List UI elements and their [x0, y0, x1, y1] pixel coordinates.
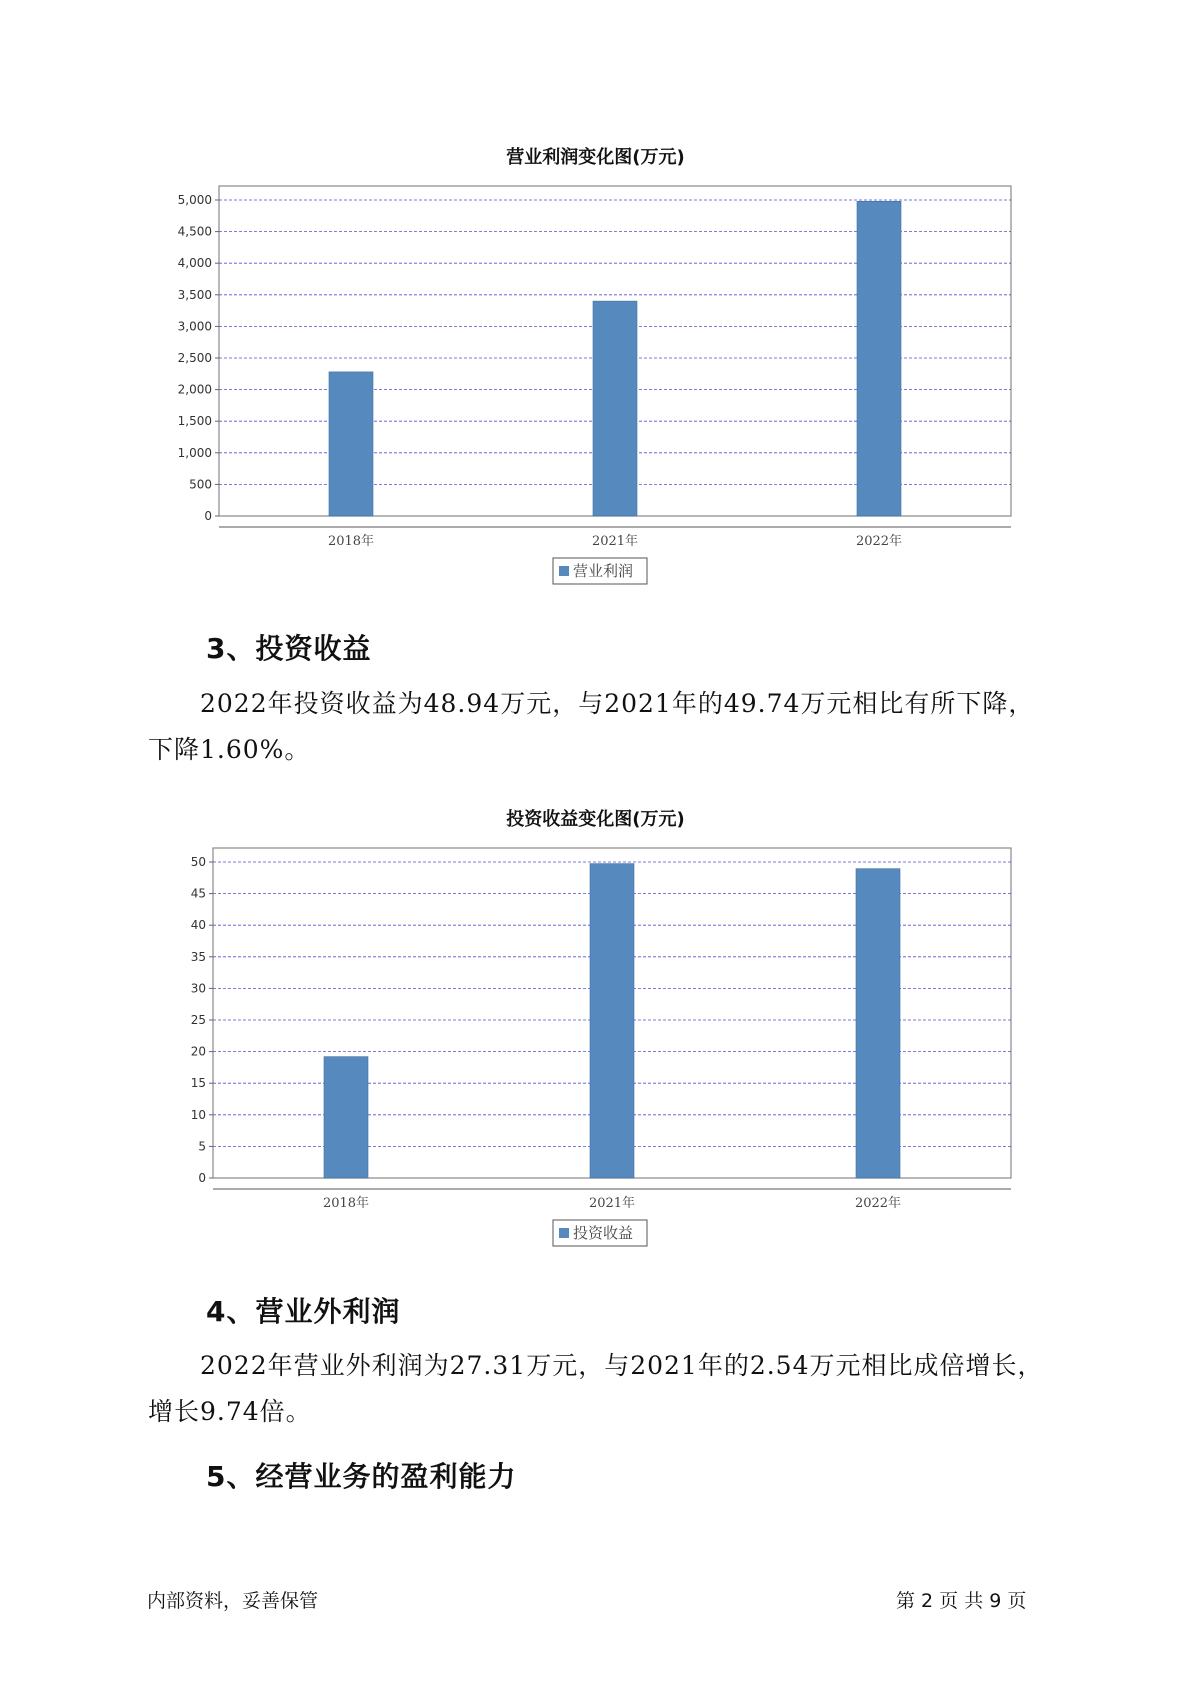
bar	[857, 201, 901, 516]
y-tick-label: 40	[190, 918, 206, 933]
chart-title: 营业利润变化图(万元)	[506, 147, 685, 168]
y-tick-label: 50	[190, 855, 206, 869]
y-tick-label: 3,000	[177, 319, 212, 334]
x-tick-label: 2022年	[855, 534, 903, 549]
x-tick-label: 2021年	[591, 534, 639, 549]
y-tick-label: 5,000	[177, 193, 212, 207]
y-tick-label: 0	[204, 509, 212, 523]
section-heading: 5、经营业务的盈利能力	[206, 1460, 517, 1493]
y-tick-label: 2,000	[177, 382, 212, 397]
legend-label: 投资收益	[573, 1224, 634, 1242]
y-tick-label: 4,500	[177, 224, 212, 239]
paragraph	[148, 681, 1060, 773]
x-tick-label: 2018年	[322, 1196, 370, 1211]
y-tick-label: 5	[198, 1139, 206, 1154]
page-number: 第 2 页 共 9 页	[896, 1590, 1027, 1612]
bar-chart-operating-profit	[0, 180, 1191, 600]
legend	[553, 1220, 647, 1246]
legend-swatch	[559, 566, 569, 576]
legend	[553, 558, 647, 584]
footer-note: 内部资料，妥善保管	[147, 1590, 319, 1612]
y-tick-label: 30	[190, 981, 206, 996]
bar	[856, 869, 900, 1178]
y-tick-label: 10	[190, 1107, 206, 1122]
chart-title: 投资收益变化图(万元)	[506, 809, 685, 830]
y-tick-label: 1,000	[177, 445, 212, 460]
bar	[324, 1057, 368, 1178]
y-tick-label: 45	[190, 886, 206, 901]
paragraph-text: 2022年营业外利润为27.31万元，与2021年的2.54万元相比成倍增长，增长9.74倍。	[148, 1351, 1044, 1426]
y-tick-label: 20	[190, 1044, 206, 1059]
bar	[590, 864, 634, 1178]
y-tick-label: 15	[190, 1076, 206, 1091]
paragraph-text: 2022年投资收益为48.94万元，与2021年的49.74万元相比有所下降，下降1.60%。	[148, 689, 1035, 764]
y-tick-label: 2,500	[177, 351, 212, 365]
bar	[593, 301, 637, 516]
y-tick-label: 35	[190, 949, 206, 964]
section-heading: 3、投资收益	[206, 632, 372, 665]
paragraph	[148, 1343, 1060, 1435]
y-tick-label: 3,500	[177, 287, 212, 302]
x-tick-label: 2018年	[327, 534, 375, 549]
y-tick-label: 1,500	[177, 414, 212, 429]
bar	[329, 372, 373, 516]
y-tick-label: 4,000	[177, 256, 212, 271]
y-tick-label: 500	[189, 477, 212, 492]
y-tick-label: 25	[190, 1013, 206, 1027]
y-tick-label: 0	[198, 1171, 206, 1185]
bar-chart-investment-income	[0, 842, 1191, 1262]
section-heading: 4、营业外利润	[206, 1295, 401, 1328]
legend-label: 营业利润	[573, 562, 634, 580]
legend-swatch	[559, 1228, 569, 1238]
x-tick-label: 2022年	[854, 1196, 902, 1211]
x-tick-label: 2021年	[588, 1196, 636, 1211]
